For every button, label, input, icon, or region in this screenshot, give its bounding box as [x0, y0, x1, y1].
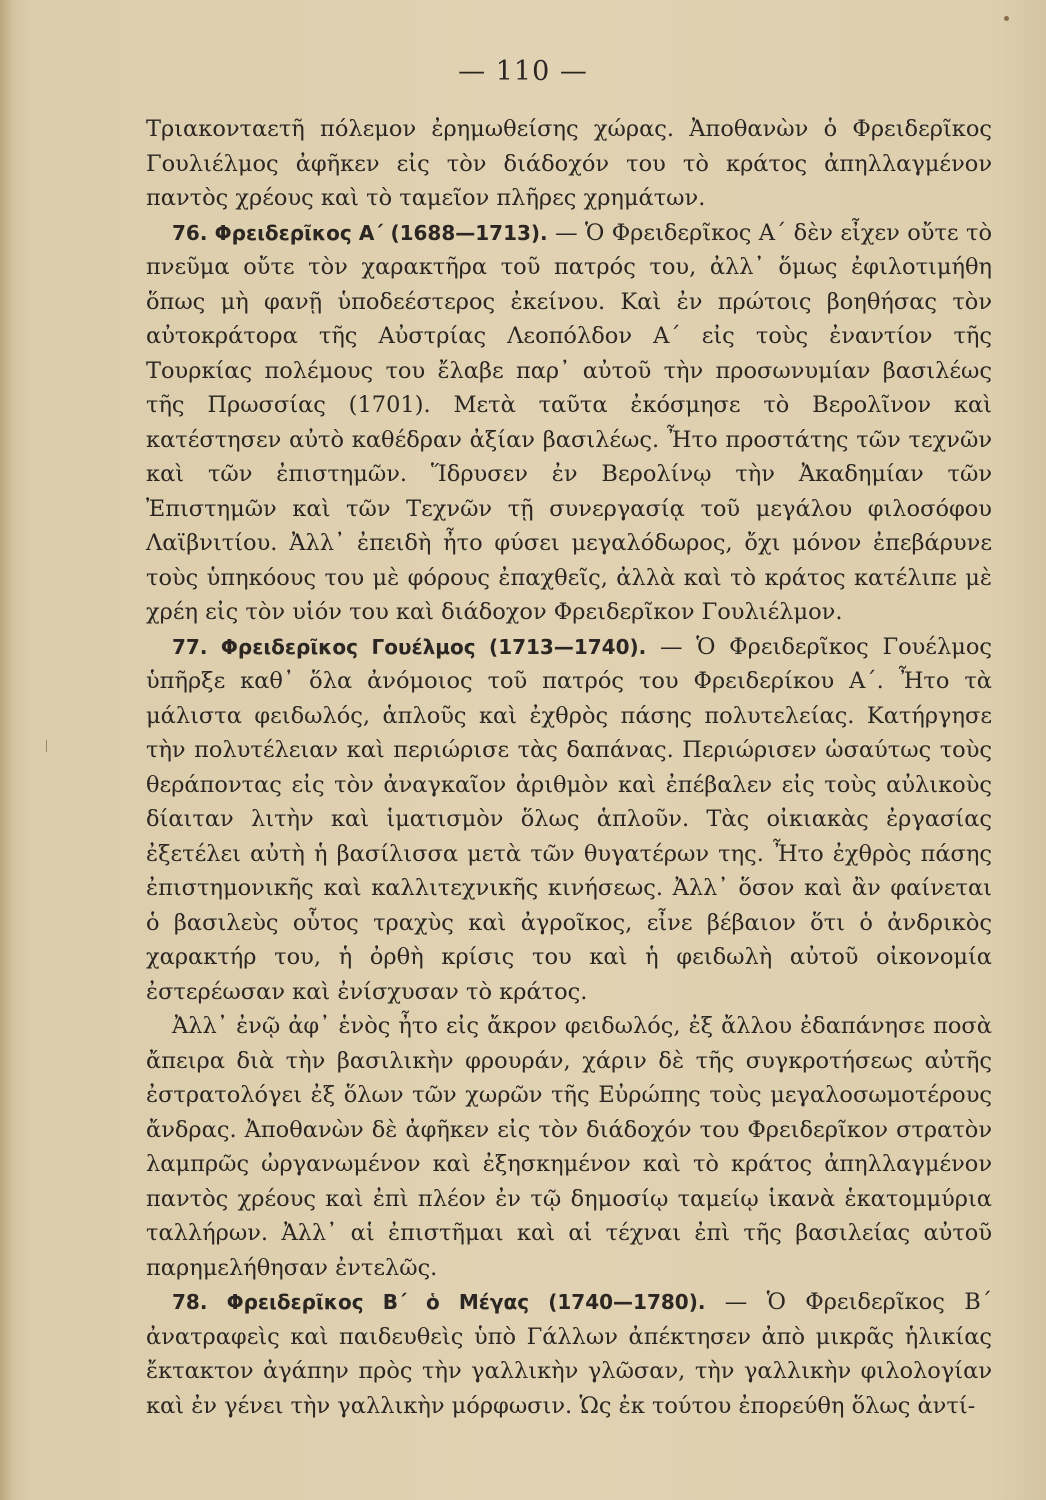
section-heading-76: 76. Φρειδερῖκος Α΄ (1688—1713). [172, 220, 548, 245]
margin-mark [46, 740, 47, 752]
paragraph-intro-continuation [146, 112, 992, 216]
page-binding-edge [0, 0, 12, 1500]
paragraph-text: Τριακονταετῆ πόλεμον ἐρημωθείσης χώρας. Ἀποθανὼν ὁ Φρειδερῖκος Γουλιέλμος ἀφῆκεν εἰς τὸν διάδοχόν του τὸ κράτος ἀπηλλαγμένον παντὸς χρέους καὶ τὸ ταμεῖον πλῆρες χρημάτων. [146, 116, 992, 211]
paragraph-section-76 [146, 216, 992, 630]
section-heading-78: 78. Φρειδερῖκος Β΄ ὁ Μέγας (1740—1780). [172, 1290, 706, 1314]
paragraph-text: Ἀλλ᾽ ἐνῷ ἀφ᾽ ἑνὸς ἦτο εἰς ἄκρον φειδωλός, ἐξ ἄλλου ἐδαπάνησε ποσὰ ἄπειρα διὰ τὴν βασιλικὴν φρουράν, χάριν δὲ τῆς συγκροτήσεως αὐτῆς ἐστρατολόγει ἐξ ὅλων τῶν χωρῶν τῆς Εὐρώπης τοὺς μεγαλοσωμοτέρους ἄνδρας. Ἀποθανὼν δὲ ἀφῆκεν εἰς τὸν διάδοχόν του Φρειδερῖκον στρατὸν λαμπρῶς ὠργανωμένον καὶ ἐξησκημένον καὶ τὸ κράτος ἀπηλλαγμένον παντὸς χρέους καὶ ἐπὶ πλέον ἐν τῷ δημοσίῳ ταμείῳ ἱκανὰ ἑκατομμύρια ταλλήρων. Ἀλλ᾽ αἱ ἐπιστῆμαι καὶ αἱ τέχναι ἐπὶ τῆς βασιλείας αὐτοῦ παρημελήθησαν ἐντελῶς. [146, 1013, 992, 1281]
body-text [146, 112, 992, 1423]
paragraph-section-77 [146, 630, 992, 1010]
paragraph-text: — Ὁ Φρειδερῖκος Γουέλμος ὑπῆρξε καθ᾽ ὅλα ἀνόμοιος τοῦ πατρός του Φρειδερίκου Α΄. Ἦτο τὰ μάλιστα φειδωλός, ἁπλοῦς καὶ ἐχθρὸς πάσης πολυτελείας. Κατήργησε τὴν πολυτέλειαν καὶ περιώρισε τὰς δαπάνας. Περιώρισεν ὡσαύτως τοὺς θεράποντας εἰς τὸν ἀναγκαῖον ἀριθμὸν καὶ ἐπέβαλεν εἰς τοὺς αὐλικοὺς δίαιταν λιτὴν καὶ ἱματισμὸν ὅλως ἁπλοῦν. Τὰς οἰκιακὰς ἐργασίας ἐξετέλει αὐτὴ ἡ βασίλισσα μετὰ τῶν θυγατέρων της. Ἦτο ἐχθρὸς πάσης ἐπιστημονικῆς καὶ καλλιτεχνικῆς κινήσεως. Ἀλλ᾽ ὅσον καὶ ἂν φαίνεται ὁ βασιλεὺς οὗτος τραχὺς καὶ ἀγροῖκος, εἶνε βέβαιον ὅτι ὁ ἀνδρικὸς χαρακτήρ του, ἡ ὀρθὴ κρίσις του καὶ ἡ φειδωλὴ αὐτοῦ οἰκονομία ἐστερέωσαν καὶ ἐνίσχυσαν τὸ κράτος. [146, 633, 992, 1005]
paragraph-section-78 [146, 1285, 992, 1423]
paragraph-text: — Ὁ Φρειδερῖκος Β΄ ἀνατραφεὶς καὶ παιδευθεὶς ὑπὸ Γάλλων ἀπέκτησεν ἀπὸ μικρᾶς ἡλικίας ἔκτακτον ἀγάπην πρὸς τὴν γαλλικὴν γλῶσαν, τὴν γαλλικὴν φιλολογίαν καὶ ἐν γένει τὴν γαλλικὴν μόρφωσιν. Ὡς ἐκ τούτου ἐπορεύθη ὅλως ἀντί- [146, 1289, 992, 1419]
paper-spot [1004, 16, 1009, 21]
section-heading-77: 77. Φρειδερῖκος Γουέλμος (1713—1740). [172, 634, 647, 659]
paragraph-section-77-continued [146, 1009, 992, 1285]
paragraph-text: — Ὁ Φρειδερῖκος Α΄ δὲν εἶχεν οὔτε τὸ πνεῦμα οὔτε τὸν χαρακτῆρα τοῦ πατρός του, ἀλλ᾽ ὅμως ἐφιλοτιμήθη ὅπως μὴ φανῇ ὑποδεέστερος ἐκείνου. Καὶ ἐν πρώτοις βοηθήσας τὸν αὐτοκράτορα τῆς Αὐστρίας Λεοπόλδον Α΄ εἰς τοὺς ἐναντίον τῆς Τουρκίας πολέμους του ἔλαβε παρ᾽ αὐτοῦ τὴν προσωνυμίαν βασιλέως τῆς Πρωσσίας (1701). Μετὰ ταῦτα ἐκόσμησε τὸ Βερολῖνον καὶ κατέστησεν αὐτὸ καθέδραν ἀξίαν βασιλέως. Ἦτο προστάτης τῶν τεχνῶν καὶ τῶν ἐπιστημῶν. Ἵδρυσεν ἐν Βερολίνῳ τὴν Ἀκαδημίαν τῶν Ἐπιστημῶν καὶ τῶν Τεχνῶν τῇ συνεργασίᾳ τοῦ μεγάλου φιλοσόφου Λαϊβνιτίου. Ἀλλ᾽ ἐπειδὴ ἦτο φύσει μεγαλόδωρος, ὄχι μόνον ἐπεβάρυνε τοὺς ὑπηκόους του μὲ φόρους ἐπαχθεῖς, ἀλλὰ καὶ τὸ κράτος κατέλιπε μὲ χρέη εἰς τὸν υἱόν του καὶ διάδοχον Φρειδερῖκον Γουλιέλμον. [146, 219, 992, 625]
page-number: — 110 — [458, 56, 588, 87]
